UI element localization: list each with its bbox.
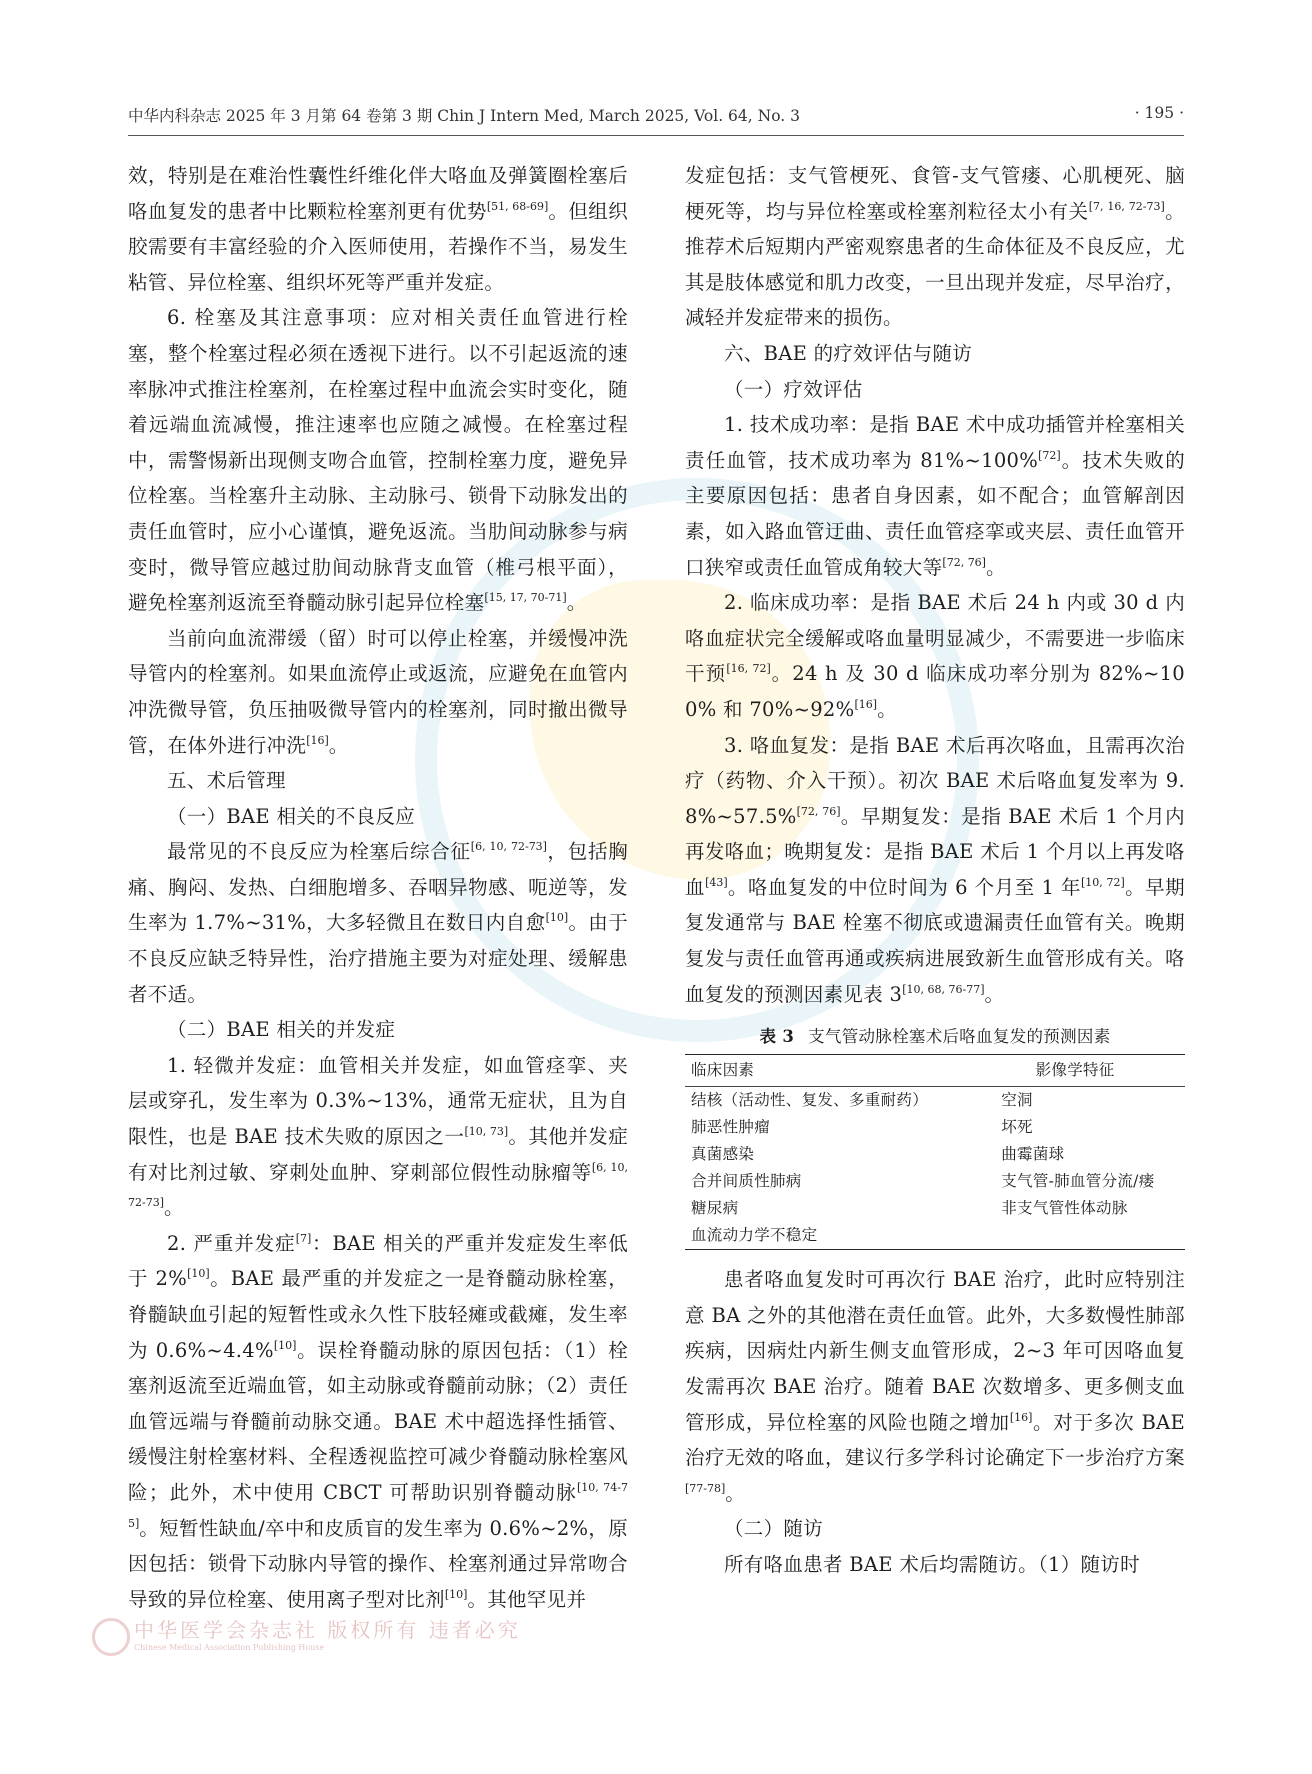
citation: [16] [306,733,329,747]
citation: [43] [705,875,728,889]
paragraph: 当前向血流滞缓（留）时可以停止栓塞，并缓慢冲洗导管内的栓塞剂。如果血流停止或返流，应避免在血管内冲洗微导管，负压抽吸微导管内的栓塞剂，同时撤出微导管，在体外进行冲洗[16]。 [128,626,628,757]
table-row: 血流动力学不稳定 [691,1226,818,1245]
paragraph: 1. 技术成功率：是指 BAE 术中成功插管并栓塞相关责任血管，技术成功率为 81%~100%[72]。技术失败的主要原因包括：患者自身因素，如不配合；血管解剖因素，如入路血管迂曲、责任血管痉挛或夹层、责任血管开口狭窄或责任血管成角较大等[72, 76]。 [685,413,1185,579]
table-row: 合并间质性肺病 支气管-肺血管分流/瘘 [691,1172,1155,1191]
left-column [128,158,628,1617]
citation: [10] [444,1587,468,1601]
column-header: 影像学特征 [965,1055,1185,1087]
citation: [10, 68, 76-77] [902,982,985,996]
paragraph: 发症包括：支气管梗死、食管-支气管瘘、心肌梗死、脑梗死等，均与异位栓塞或栓塞剂粒径太小有关[7, 16, 72-73]。推荐术后短期内严密观察患者的生命体征及不良反应，尤其是肢体感觉和肌力改变，一旦出现并发症，尽早治疗，减轻并发症带来的损伤。 [685,164,1185,330]
paragraph: 效，特别是在难治性囊性纤维化伴大咯血及弹簧圈栓塞后咯血复发的患者中比颗粒栓塞剂更有优势[51, 68-69]。但组织胶需要有丰富经验的介入医师使用，若操作不当，易发生粘管、异位栓塞、组织坏死等严重并发症。 [128,164,628,294]
citation: [72] [1038,448,1061,462]
table-row: 糖尿病 非支气管性体动脉 [691,1199,1128,1218]
publisher-watermark-en: Chinese Medical Association Publishing House [134,1643,325,1652]
citation: [16, 72] [726,662,771,676]
publisher-seal-icon [92,1618,130,1656]
paragraph: 3. 咯血复发：是指 BAE 术后再次咯血，且需再次治疗（药物、介入干预）。初次 BAE 术后咯血复发率为 9.8%~57.5%[72, 76]。早期复发：是指 BAE 术后 1 个月内再发咯血；晚期复发：是指 BAE 术后 1 个月以上再发咯血[43]。咯血复发的中位时间为 6 个月至 1 年[10, 72]。早期复发通常与 BAE 栓塞不彻底或遗漏责任血管有关。晚期复发与责任血管再通或疾病进展致新生血管形成有关。咯血复发的预测因素见表 3[10, 68, 76-77]。 [685,733,1185,1006]
table-row: 真菌感染 曲霉菌球 [691,1145,1065,1164]
table-title: 支气管动脉栓塞术后咯血复发的预测因素 [808,1027,1111,1047]
publisher-watermark: 中华医学会杂志社 版权所有 违者必究 [134,1618,521,1642]
citation: [15, 17, 70-71] [484,591,567,605]
subsection-heading: （二）随访 [724,1517,824,1541]
citation: [6, 10, 72-73] [128,1160,629,1210]
citation: [51, 68-69] [486,199,549,213]
citation: [7, 16, 72-73] [1088,199,1165,213]
citation: [6, 10, 72-73] [470,840,547,854]
subsection-heading: （一）疗效评估 [724,377,863,401]
citation: [10] [545,911,569,925]
citation: [77-78] [685,1481,726,1495]
citation: [10] [187,1267,210,1281]
running-header [128,104,1184,126]
subsection-heading: （二）BAE 相关的并发症 [167,1018,396,1042]
paragraph: 所有咯血患者 BAE 术后均需随访。（1）随访时 [724,1553,1140,1576]
table-label: 表 3 [759,1027,795,1047]
paragraph: 最常见的不良反应为栓塞后综合征[6, 10, 72-73]，包括胸痛、胸闷、发热、白细胞增多、吞咽异物感、呃逆等，发生率为 1.7%~31%，大多轻微且在数日内自愈[10]。由于不良反应缺乏特异性，治疗措施主要为对症处理、缓解患者不适。 [128,840,629,1006]
section-heading: 五、术后管理 [167,769,286,793]
paragraph: 6. 栓塞及其注意事项：应对相关责任血管进行栓塞，整个栓塞过程必须在透视下进行。以不引起返流的速率脉冲式推注栓塞剂，在栓塞过程中血流会实时变化，随着远端血流减慢，推注速率也应随之减慢。在栓塞过程中，需警惕新出现侧支吻合血管，控制栓塞力度，避免异位栓塞。当栓塞升主动脉、主动脉弓、锁骨下动脉发出的责任血管时，应小心谨慎，避免返流。当肋间动脉参与病变时，微导管应越过肋间动脉背支血管（椎弓根平面），避免栓塞剂返流至脊髓动脉引起异位栓塞[15, 17, 70-71]。 [128,306,628,615]
citation: [16] [854,697,878,711]
citation: [7] [295,1231,312,1245]
subsection-heading: （一）BAE 相关的不良反应 [167,804,416,828]
paragraph: 2. 临床成功率：是指 BAE 术后 24 h 内或 30 d 内咯血症状完全缓解或咯血量明显减少，不需要进一步临床干预[16, 72]。24 h 及 30 d 临床成功率分别为 82%~100% 和 70%~92%[16]。 [685,591,1185,721]
citation: [10] [273,1338,297,1352]
table-caption [685,1024,1185,1050]
citation: [10, 73] [464,1125,509,1139]
paragraph: 患者咯血复发时可再次行 BAE 治疗，此时应特别注意 BA 之外的其他潜在责任血管。此外，大多数慢性肺部疾病，因病灶内新生侧支血管形成，2~3 年可因咯血复发需再次 BAE 治疗。随着 BAE 次数增多、更多侧支血管形成，异位栓塞的风险也随之增加[16]。对于多次 BAE 治疗无效的咯血，建议行多学科讨论确定下一步治疗方案[77-78]。 [685,1268,1185,1505]
citation: [72, 76] [796,804,841,818]
page-number: · 195 · [1134,104,1184,122]
citation: [16] [1009,1410,1033,1424]
table-header-row [685,1055,1185,1087]
table-row: 肺恶性肿瘤 坏死 [691,1118,1033,1137]
column-header: 临床因素 [685,1055,965,1087]
right-column [685,158,1185,1583]
citation: [10, 74-75] [128,1480,629,1530]
table-row: 结核（活动性、复发、多重耐药） 空洞 [691,1091,1033,1110]
paragraph: 1. 轻微并发症：血管相关并发症，如血管痉挛、夹层或穿孔，发生率为 0.3%~13%，通常无症状，且为自限性，也是 BAE 技术失败的原因之一[10, 73]。其他并发症有对比剂过敏、穿刺处血肿、穿刺部位假性动脉瘤等[6, 10, 72-73]。 [128,1053,629,1220]
paragraph: 2. 严重并发症[7]：BAE 相关的严重并发症发生率低于 2%[10]。BAE 最严重的并发症之一是脊髓动脉栓塞，脊髓缺血引起的短暂性或永久性下肢轻瘫或截瘫，发生率为 0.6%~4.4%[10]。误栓脊髓动脉的原因包括：（1）栓塞剂返流至近端血管，如主动脉或脊髓前动脉；（2）责任血管远端与脊髓前动脉交通。BAE 术中超选择性插管、缓慢注射栓塞材料、全程透视监控可减少脊髓动脉栓塞风险；此外，术中使用 CBCT 可帮助识别脊髓动脉[10, 74-75]。短暂性缺血/卒中和皮质盲的发生率为 0.6%~2%，原因包括：锁骨下动脉内导管的操作、栓塞剂通过异常吻合导致的异位栓塞、使用离子型对比剂[10]。其他罕见并 [128,1231,629,1611]
citation: [10, 72] [1081,875,1125,889]
journal-citation: 中华内科杂志 2025 年 3 月第 64 卷第 3 期 Chin J Intern Med, March 2025, Vol. 64, No. 3 [128,107,800,125]
predictor-table [685,1054,1185,1250]
header-rule [128,135,1184,136]
citation: [72, 76] [942,555,986,569]
section-heading: 六、BAE 的疗效评估与随访 [724,341,973,365]
